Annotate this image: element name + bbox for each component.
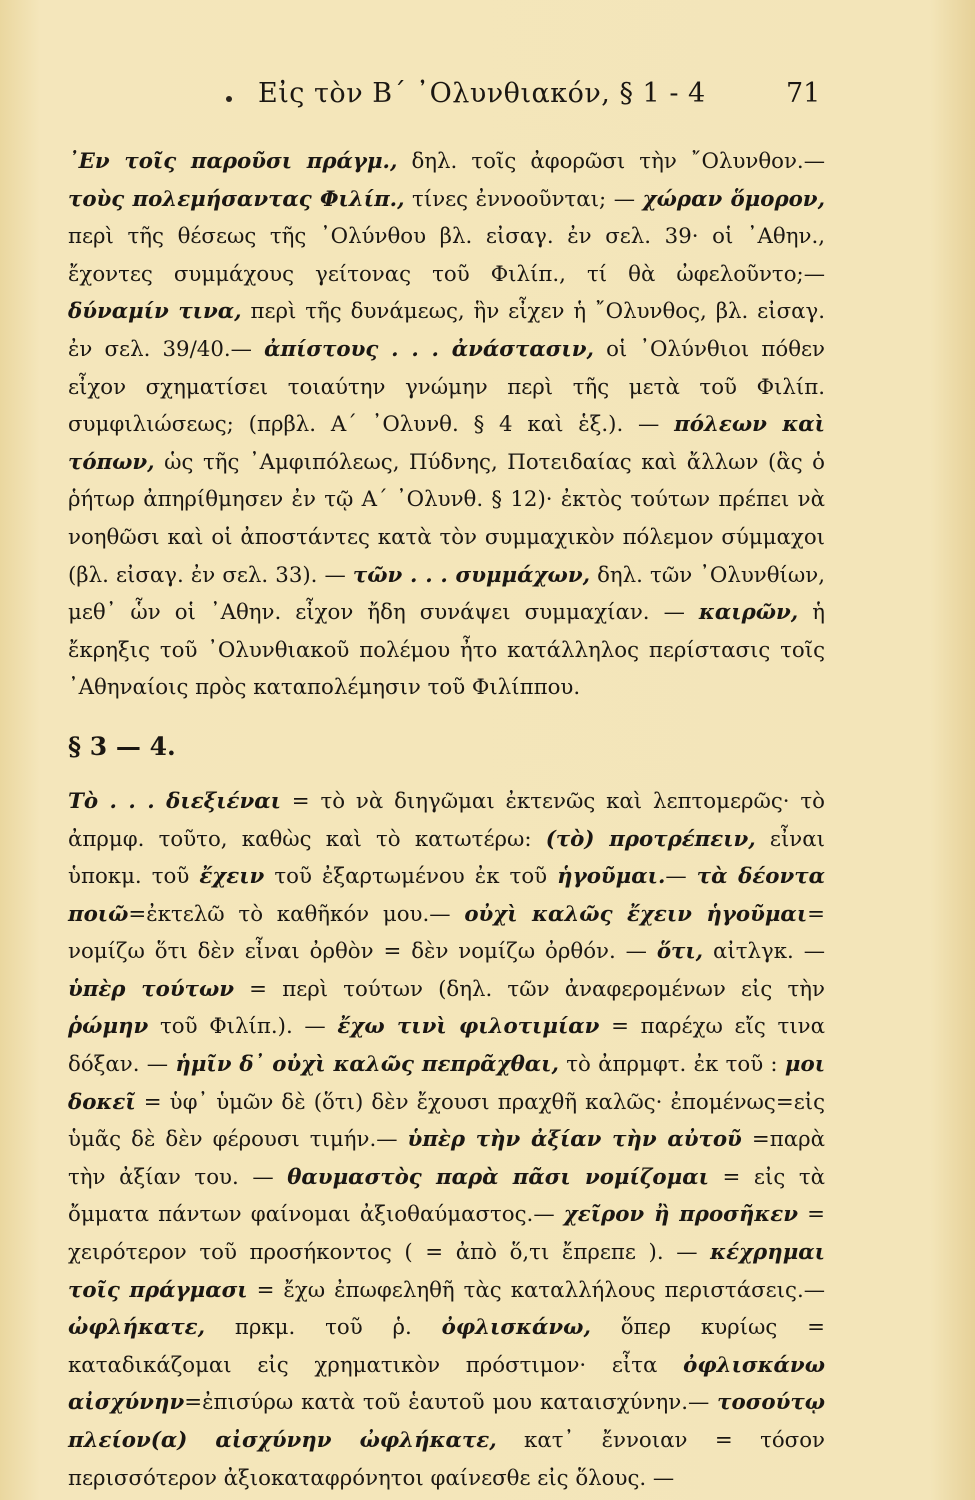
lemma: χώραν ὅμορον, <box>642 186 825 212</box>
gloss: = περὶ τούτων (δηλ. τῶν ἀναφερομένων εἰς τὴν <box>234 976 825 1002</box>
lemma: δύναμίν τινα, <box>68 299 242 325</box>
lemma: Τὸ . . . διεξιέναι <box>68 788 281 814</box>
gloss: τὸ ἀπρμφτ. ἐκ τοῦ : <box>558 1052 785 1078</box>
gloss: =ἐκτελῶ τὸ καθῆκόν μου.— <box>128 901 465 927</box>
commentary-body <box>68 143 825 1497</box>
lemma: τοὺς πολεμήσαντας Φιλίπ., <box>68 186 405 212</box>
gloss: αἰτλγκ. — <box>703 939 826 965</box>
gloss: — <box>665 864 697 890</box>
lemma: κέχρημαι τοῖς πράγμασι <box>68 1240 825 1303</box>
lemma: τῶν . . . συμμάχων, <box>352 562 591 588</box>
lemma: οὐχὶ καλῶς ἔχειν ἡγοῦμαι <box>464 901 808 927</box>
lemma: (τὸ) προτρέπειν, <box>545 826 756 852</box>
lemma: ὑπὲρ τὴν ἀξίαν τὴν αὐτοῦ <box>407 1127 742 1153</box>
lemma: μοι δοκεῖ <box>68 1052 826 1115</box>
gloss: περὶ τῆς δυνάμεως, ἣν εἶχεν ἡ ῎Ολυνθος, βλ. εἰσαγ. ἐν σελ. 39/40.— <box>68 299 825 362</box>
gloss: = ἔχω ἐπωφεληθῆ τὰς καταλλήλους περιστάσεις.— <box>247 1277 826 1303</box>
gloss: πρκμ. τοῦ ῥ. <box>205 1315 442 1341</box>
gloss: οἱ ᾿Ολύνθιοι πόθεν εἶχον σχηματίσει τοιαύτην γνώμην περὶ τῆς μετὰ τοῦ Φιλίπ. συμφιλιώσεως; (πρβλ. Α´ ᾿Ολυνθ. § 4 καὶ ἑξ.). — <box>68 336 826 438</box>
lemma: πόλεων καὶ τόπων, <box>68 412 825 475</box>
commentary-paragraph <box>68 143 825 707</box>
gloss: = εἰς τὰ ὄμματα πάντων φαίνομαι ἀξιοθαύμαστος.— <box>68 1164 825 1228</box>
lemma: ῥώμην <box>68 1014 149 1040</box>
gloss: = παρέχω εἴς τινα δόξαν. — <box>68 1014 826 1078</box>
lemma: ᾿Εν τοῖς παροῦσι πράγμ., <box>68 149 398 174</box>
lemma: ὀφλισκάνω αἰσχύνην <box>68 1352 825 1416</box>
lemma: ἔχω τινὶ φιλοτιμίαν <box>337 1014 600 1040</box>
page-number: 71 <box>786 78 821 109</box>
running-title: Εἰς τὸν Β´ ᾿Ολυνθιακόν, § 1 - 4 <box>258 78 706 109</box>
gloss: = νομίζω ὅτι δὲν εἶναι ὀρθὸν = δὲν νομίζω ὀρθόν. — <box>68 901 825 965</box>
gloss: τίνες ἐννοοῦνται; — <box>404 186 643 212</box>
gloss: δηλ. τοῖς ἀφορῶσι τὴν ῎Ολυνθον.— <box>397 149 826 174</box>
gloss: = τὸ νὰ διηγῶμαι ἐκτενῶς καὶ λεπτομερῶς· τὸ ἀπρμφ. τοῦτο, καθὼς καὶ τὸ κατωτέρω: <box>68 788 826 852</box>
gloss: δηλ. τῶν ᾿Ολυνθίων, μεθ᾿ ὧν οἱ ᾿Αθην. εἶχον ἤδη συνάψει συμμαχίαν. — <box>68 562 825 626</box>
gloss: =ἐπισύρω κατὰ τοῦ ἑαυτοῦ μου καταισχύνην.— <box>184 1390 718 1416</box>
lemma: ἡμῖν δ᾿ οὐχὶ καλῶς πεπρᾶχθαι, <box>175 1052 559 1078</box>
gloss: τοῦ Φιλίπ.). — <box>148 1014 338 1040</box>
gloss: ἡ ἔκρηξις τοῦ ᾿Ολυνθιακοῦ πολέμου ἦτο κατάλληλος περίστασις τοῖς ᾿Αθηναίοις πρὸς καταπολέμησιν τοῦ Φιλίππου. <box>68 600 826 701</box>
page-header <box>0 78 975 122</box>
gloss: ὡς τῆς ᾿Αμφιπόλεως, Πύδνης, Ποτειδαίας καὶ ἄλλων (ἃς ὁ ῥήτωρ ἀπηρίθμησεν ἐν τῷ Α´ ᾿Ολυνθ. § 12)· ἐκτὸς τούτων πρέπει νὰ νοηθῶσι καὶ οἱ ἀποστάντες κατὰ τὸν συμμαχικὸν πόλεμον σύμμαχοι (βλ. εἰσαγ. ἐν σελ. 33). — <box>68 449 825 588</box>
gloss: εἶναι ὑποκμ. τοῦ <box>68 826 825 890</box>
lemma: ὀφλισκάνω, <box>441 1315 591 1341</box>
lemma: χεῖρον ἢ προσῆκεν <box>563 1202 799 1228</box>
bullet-mark <box>226 96 232 102</box>
gloss: τοῦ ἐξαρτωμένου ἐκ τοῦ <box>264 864 558 890</box>
section-heading: § 3 — 4. <box>68 731 176 761</box>
gloss: κατ᾿ ἔννοιαν = τόσον περισσότερον ἀξιοκαταφρόνητοι φαίνεσθε εἰς ὅλους. — <box>68 1428 825 1491</box>
gloss: = χειρότερον τοῦ προσήκοντος ( = ἀπὸ ὅ,τι ἔπρεπε ). — <box>68 1202 826 1266</box>
gloss: ὅπερ κυρίως = καταδικάζομαι εἰς χρηματικὸν πρόστιμον· εἶτα <box>68 1315 825 1378</box>
gloss: =παρὰ τὴν ἀξίαν του. — <box>68 1127 825 1190</box>
lemma: ὅτι, <box>656 939 704 965</box>
gloss: = ὑφ᾿ ὑμῶν δὲ (ὅτι) δὲν ἔχουσι πραχθῆ καλῶς· ἐπομένως=εἰς ὑμᾶς δὲ δὲν φέρουσι τιμήν.— <box>68 1089 825 1153</box>
lemma: ὠφλήκατε, <box>68 1315 206 1341</box>
lemma: τοσούτῳ πλείον(α) αἰσχύνην ὠφλήκατε, <box>68 1390 825 1453</box>
lemma: ἔχειν <box>199 864 265 890</box>
commentary-paragraph <box>68 783 825 1497</box>
lemma: καιρῶν, <box>698 600 799 626</box>
lemma: θαυμαστὸς παρὰ πᾶσι νομίζομαι <box>287 1164 709 1190</box>
lemma: τὰ δέοντα ποιῶ <box>68 864 825 927</box>
gloss: περὶ τῆς θέσεως τῆς ᾿Ολύνθου βλ. εἰσαγ. ἐν σελ. 39· οἱ ᾿Αθην., ἔχοντες συμμάχους γείτονας τοῦ Φιλίπ., τί θὰ ὠφελοῦντο;— <box>68 224 825 287</box>
lemma: ἀπίστους . . . ἀνάστασιν, <box>264 336 594 362</box>
lemma: ὑπὲρ τούτων <box>68 976 234 1002</box>
lemma: ἡγοῦμαι. <box>557 864 666 890</box>
